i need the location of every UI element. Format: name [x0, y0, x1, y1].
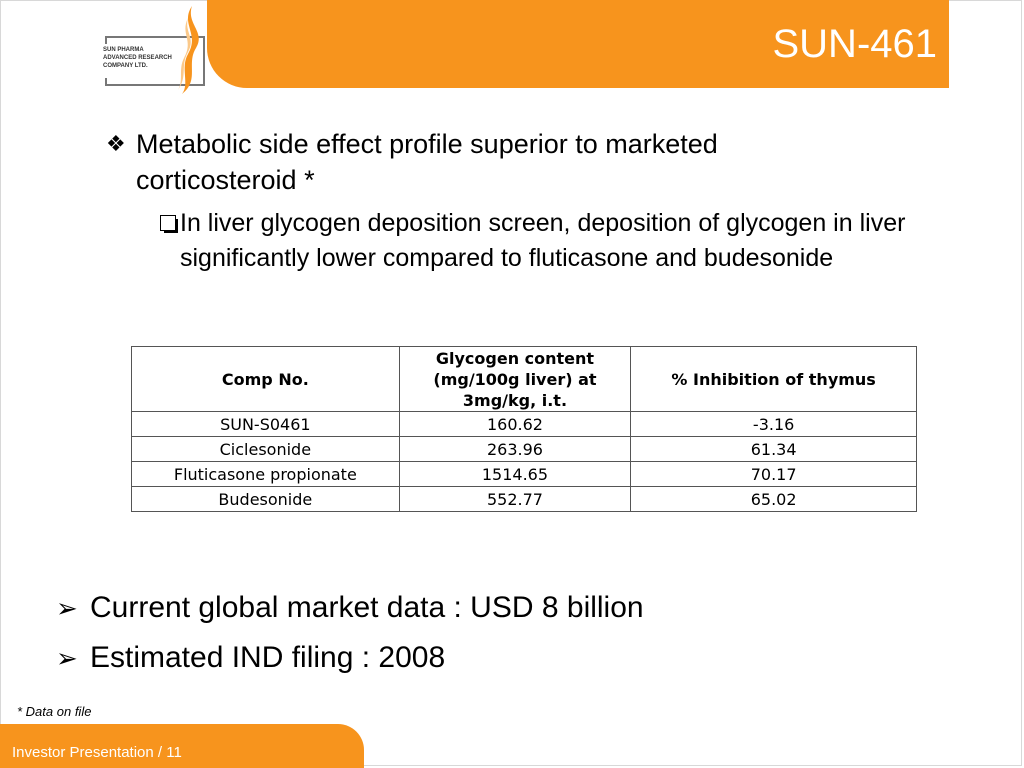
company-logo [100, 4, 210, 94]
arrowhead-bullet-icon: ➢ [56, 593, 78, 623]
table-header-row [132, 347, 917, 412]
table-cell: SUN-S0461 [132, 412, 400, 437]
footer-text: Investor Presentation / 11 [12, 744, 182, 761]
table-row [132, 437, 917, 462]
table-cell: 160.62 [399, 412, 631, 437]
table-cell: Budesonide [132, 487, 400, 512]
logo-text: SUN PHARMA ADVANCED RESEARCH COMPANY LTD. [103, 47, 172, 69]
table-cell: 263.96 [399, 437, 631, 462]
table-cell: 65.02 [631, 487, 917, 512]
slide-title: SUN-461 [772, 22, 937, 66]
table-cell: -3.16 [631, 412, 917, 437]
table-cell: Ciclesonide [132, 437, 400, 462]
bullet-ind-text: Estimated IND filing : 2008 [90, 641, 446, 674]
table-cell: 61.34 [631, 437, 917, 462]
table-cell: 70.17 [631, 462, 917, 487]
table-cell: Fluticasone propionate [132, 462, 400, 487]
table-cell: 552.77 [399, 487, 631, 512]
table-header-cell: % Inhibition of thymus [631, 347, 917, 412]
arrowhead-bullet-icon: ➢ [56, 643, 78, 673]
table-row [132, 462, 917, 487]
bullet-sub-text: In liver glycogen deposition screen, deposition of glycogen in liver significantly lower compared to fluticasone and budesonide [180, 209, 906, 272]
table-row [132, 487, 917, 512]
bullet-market-text: Current global market data : USD 8 billion [90, 591, 644, 624]
bullet-main-text: Metabolic side effect profile superior to marketed corticosteroid * [136, 129, 718, 195]
table-row [132, 412, 917, 437]
bullet-main [106, 126, 866, 198]
table-header-cell: Glycogen content (mg/100g liver) at 3mg/kg, i.t. [399, 347, 631, 412]
bullet-sub [158, 206, 958, 276]
table-header-cell: Comp No. [132, 347, 400, 412]
bullet-market [56, 588, 644, 628]
footer-band [0, 724, 364, 768]
table-cell: 1514.65 [399, 462, 631, 487]
diamond-bullet-icon: ❖ [106, 131, 126, 156]
footnote: * Data on file [17, 704, 92, 719]
header-band [207, 0, 949, 88]
bullet-ind [56, 638, 445, 678]
checkbox-bullet-icon [160, 215, 176, 231]
results-table [131, 346, 917, 512]
